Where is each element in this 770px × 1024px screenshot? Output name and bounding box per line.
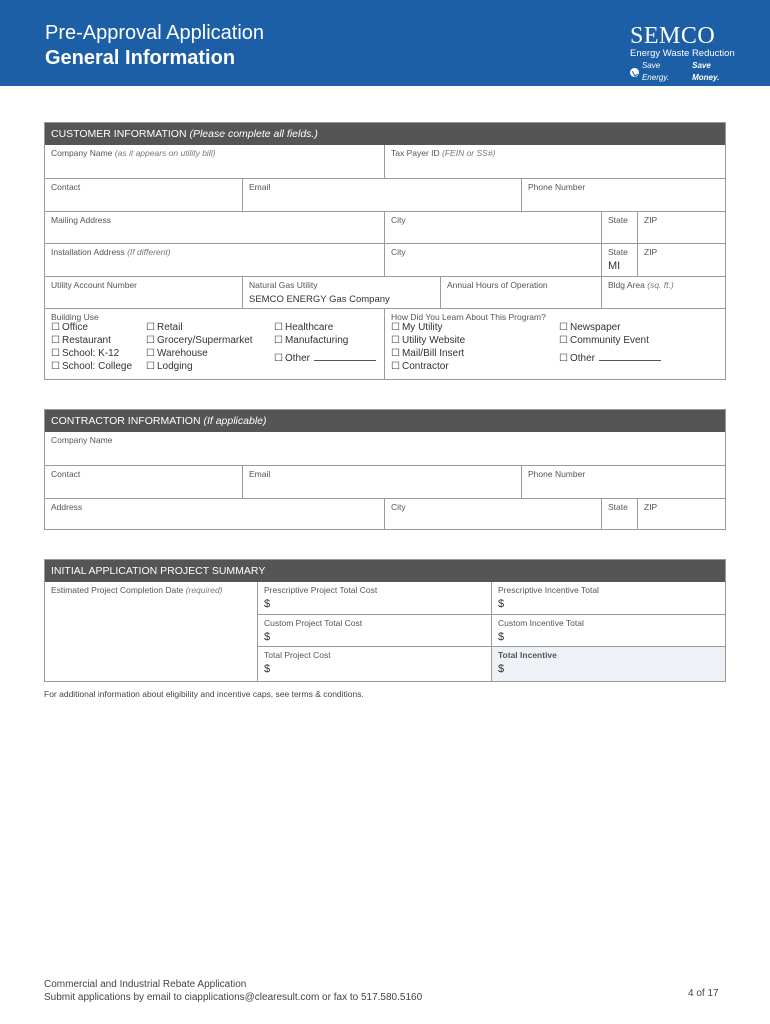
company-name-field[interactable] [45, 145, 385, 179]
checkbox-healthcare[interactable]: ☐ Healthcare [274, 322, 333, 333]
currency-symbol: $ [264, 598, 271, 610]
contractor-phone-field[interactable] [522, 466, 725, 499]
field-note: (required) [185, 585, 223, 595]
logo-name: SEMCO [630, 23, 716, 49]
field-label: Tax Payer ID [391, 148, 440, 158]
checkbox-retail[interactable]: ☐ Retail [146, 322, 183, 333]
checkbox-utility-website[interactable]: ☐ Utility Website [391, 335, 465, 346]
summary-section-heading [45, 560, 725, 582]
field-label: Installation Address [51, 247, 125, 257]
currency-symbol: $ [264, 663, 271, 675]
installation-address-field[interactable] [45, 244, 385, 277]
custom-incentive-field[interactable] [492, 615, 725, 647]
currency-symbol: $ [264, 631, 271, 643]
state-value: MI [608, 260, 621, 272]
other-building-line[interactable] [314, 353, 376, 361]
mailing-address-field[interactable] [45, 212, 385, 244]
field-label: Mailing Address [51, 215, 112, 225]
field-label: Contact [51, 469, 81, 479]
field-label: State [608, 502, 628, 512]
phone-field[interactable] [522, 179, 725, 212]
checkbox-my-utility[interactable]: ☐ My Utility [391, 322, 443, 333]
field-label: Phone Number [528, 182, 586, 192]
currency-symbol: $ [498, 663, 505, 675]
group-label: Building Use [51, 312, 99, 322]
custom-cost-field[interactable] [258, 615, 492, 647]
contact-field[interactable] [45, 179, 243, 212]
tax-id-field[interactable] [385, 145, 725, 179]
other-building-use [274, 348, 376, 366]
customer-information-section [44, 122, 726, 380]
contractor-company-field[interactable] [45, 432, 725, 466]
field-label: Phone Number [528, 469, 586, 479]
checkbox-restaurant[interactable]: ☐ Restaurant [51, 335, 111, 346]
contractor-city-field[interactable] [385, 499, 602, 529]
checkbox-newspaper[interactable]: ☐ Newspaper [559, 322, 621, 333]
field-label: Custom Incentive Total [498, 618, 584, 628]
state-field[interactable] [602, 212, 638, 244]
tagline-part-1: Save Energy. [641, 61, 669, 82]
field-note: (FEIN or SS#) [442, 148, 496, 158]
field-label: ZIP [644, 502, 658, 512]
contractor-section-heading [45, 410, 725, 432]
field-label: Contact [51, 182, 81, 192]
total-incentive-field[interactable] [492, 647, 725, 681]
field-label: ZIP [644, 215, 658, 225]
field-note: (sq. ft.) [647, 280, 674, 290]
completion-date-field[interactable] [45, 582, 258, 681]
field-label: ZIP [644, 247, 658, 257]
footer [44, 978, 422, 1004]
utility-account-field[interactable] [45, 277, 243, 309]
heading-note: (Please complete all fields.) [189, 128, 318, 140]
field-label: Total Project Cost [264, 650, 331, 660]
checkbox-other-learn[interactable]: ☐ Other [559, 353, 595, 364]
field-label: Total Incentive [498, 650, 557, 660]
checkbox-school-college[interactable]: ☐ School: College [51, 361, 132, 372]
field-label: Email [249, 182, 271, 192]
contractor-contact-field[interactable] [45, 466, 243, 499]
checkmark-icon [630, 68, 639, 77]
field-label: State [608, 247, 628, 257]
field-label: City [391, 502, 406, 512]
gas-utility-field [243, 277, 441, 309]
checkbox-lodging[interactable]: ☐ Lodging [146, 361, 193, 372]
footer-line-1: Commercial and Industrial Rebate Application [44, 979, 247, 990]
header-banner [0, 0, 770, 86]
field-label: Natural Gas Utility [249, 280, 318, 290]
field-label: State [608, 215, 628, 225]
field-label: City [391, 215, 406, 225]
logo-tagline [630, 60, 740, 84]
eligibility-note: For additional information about eligibility and incentive caps, see terms & conditions. [44, 689, 364, 699]
heading-text: INITIAL APPLICATION PROJECT SUMMARY [51, 565, 266, 577]
contractor-zip-field[interactable] [638, 499, 725, 529]
field-label: Utility Account Number [51, 280, 137, 290]
zip-field[interactable] [638, 212, 725, 244]
checkbox-community-event[interactable]: ☐ Community Event [559, 335, 649, 346]
page-title: Pre-Approval Application [45, 22, 265, 44]
gas-utility-value: SEMCO ENERGY Gas Company [249, 294, 390, 305]
checkbox-grocery[interactable]: ☐ Grocery/Supermarket [146, 335, 253, 346]
prescriptive-cost-field[interactable] [258, 582, 492, 615]
field-label: Address [51, 502, 83, 512]
checkbox-mail-bill-insert[interactable]: ☐ Mail/Bill Insert [391, 348, 464, 359]
checkbox-school-k12[interactable]: ☐ School: K-12 [51, 348, 119, 359]
page-number: 4 of 17 [688, 988, 719, 999]
checkbox-contractor[interactable]: ☐ Contractor [391, 361, 449, 372]
currency-symbol: $ [498, 631, 505, 643]
field-note: (as it appears on utility bill) [114, 148, 216, 158]
page-subtitle: General Information [45, 47, 236, 69]
currency-symbol: $ [498, 598, 505, 610]
installation-zip-field[interactable] [638, 244, 725, 277]
field-note: (If different) [127, 247, 171, 257]
checkbox-warehouse[interactable]: ☐ Warehouse [146, 348, 208, 359]
city-field[interactable] [385, 212, 602, 244]
field-label: Estimated Project Completion Date [51, 585, 184, 595]
annual-hours-field[interactable] [441, 277, 602, 309]
total-cost-field[interactable] [258, 647, 492, 681]
heading-text: CONTRACTOR INFORMATION [51, 415, 201, 427]
contractor-address-field[interactable] [45, 499, 385, 529]
project-summary-section [44, 559, 726, 682]
semco-logo [630, 24, 740, 84]
bldg-area-field[interactable] [602, 277, 725, 309]
contractor-state-field[interactable] [602, 499, 638, 529]
logo-program: Energy Waste Reduction [630, 48, 735, 59]
field-label: Company Name [51, 148, 113, 158]
field-label: Annual Hours of Operation [447, 280, 548, 290]
installation-city-field[interactable] [385, 244, 602, 277]
field-label: Company Name [51, 435, 113, 445]
installation-state-field[interactable] [602, 244, 638, 277]
email-field[interactable] [243, 179, 522, 212]
checkbox-office[interactable]: ☐ Office [51, 322, 88, 333]
customer-section-heading [45, 123, 725, 145]
contractor-information-section [44, 409, 726, 530]
heading-text: CUSTOMER INFORMATION [51, 128, 187, 140]
field-label: Custom Project Total Cost [264, 618, 363, 628]
tagline-part-2: Save Money. [692, 61, 720, 82]
other-learn [559, 348, 661, 366]
field-label: Prescriptive Incentive Total [498, 585, 599, 595]
contractor-email-field[interactable] [243, 466, 522, 499]
field-label: City [391, 247, 406, 257]
prescriptive-incentive-field[interactable] [492, 582, 725, 615]
heading-note: (If applicable) [203, 415, 267, 427]
checkbox-manufacturing[interactable]: ☐ Manufacturing [274, 335, 348, 346]
field-label: Email [249, 469, 271, 479]
field-label: Bldg Area [608, 280, 645, 290]
field-label: Prescriptive Project Total Cost [264, 585, 378, 595]
other-learn-line[interactable] [599, 353, 661, 361]
group-label: How Did You Learn About This Program? [391, 312, 546, 322]
footer-line-2: Submit applications by email to ciapplications@clearesult.com or fax to 517.580.5160 [44, 992, 423, 1003]
checkbox-other-building[interactable]: ☐ Other [274, 353, 310, 364]
